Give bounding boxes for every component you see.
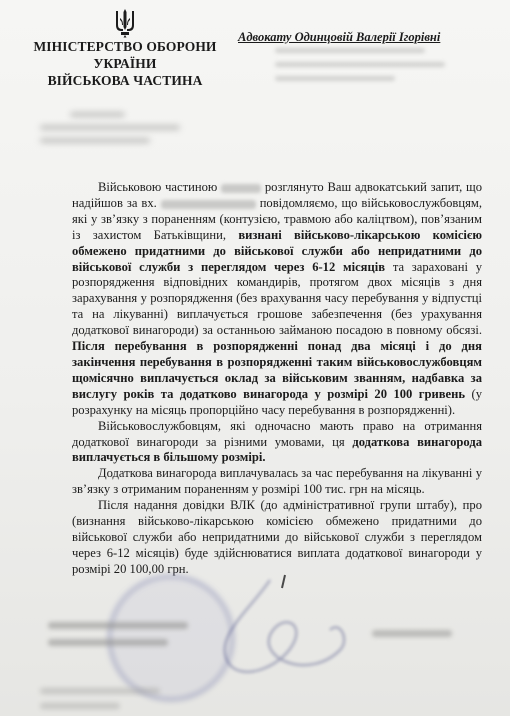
addressee: Адвокату Одинцовій Валерії Ігорівні xyxy=(238,30,441,44)
redacted-unit-number xyxy=(221,184,261,193)
p2-text-a: Військовослужбовцям, які одночасно мають право на отримання додаткової винагороди за різними умовами, ця xyxy=(72,418,482,449)
redacted-outgoing-number xyxy=(40,112,180,151)
redacted-incoming-number xyxy=(161,200,256,209)
ministry-name-line1: МІНІСТЕРСТВО ОБОРОНИ xyxy=(33,39,217,54)
redacted-signatory-name xyxy=(372,630,452,637)
paragraph-3: Додаткова винагорода виплачувалась за час перебування на лікуванні у зв’язку з отриманим пораненням у розмірі 100 тис. грн на місяць. xyxy=(72,466,482,497)
redacted-signatory-title xyxy=(48,622,198,656)
signature-icon xyxy=(190,570,380,690)
p1-text-c: повідомляємо, що військовослужбовцям, які у зв’язку з пораненням (контузією, травмою або каліцтвом), пов’язаним із захистом Батьківщини, xyxy=(72,195,482,242)
ministry-name-line2: УКРАЇНИ xyxy=(93,56,157,71)
p1-bold-payment: Після перебування в розпорядженні понад два місяці і до дня закінчення перебування в розпорядженні таким військовослужбовцям щомісячно виплачується оклад за військовим званням, надбавка за вислугу років та додатково винагорода у розмірі 20 100 гривень xyxy=(72,339,482,401)
p1-bold-vlk: визнані військово-лікарською комісією обмежено придатними до військової служби або непридатними до військової служби з переглядом через 6-12 місяців xyxy=(72,227,482,274)
paragraph-1 xyxy=(72,180,482,419)
military-unit-line: ВІЙСЬКОВА ЧАСТИНА xyxy=(47,73,203,88)
p1-text-a: Військовою частиною xyxy=(98,180,218,194)
p1-text-d: та зараховані у розпорядження відповідних командирів, протягом двох місяців з дня зарахування у розпорядження (без врахування часу перебування у відпустці та на лікуванні) виплачується грошове забезпечення (без урахування додаткової винагороди) за останньою займаною посадою в повному обсязі. xyxy=(72,259,483,338)
paragraph-2 xyxy=(72,419,482,467)
redacted-address-block xyxy=(275,48,445,90)
letter-body xyxy=(72,180,482,578)
signature-area xyxy=(0,570,510,716)
p1-text-b: розглянуто Ваш адвокатський запит, що надійшов за вх. xyxy=(72,180,482,210)
p1-text-e: (у розрахунку на місяць пропорційно часу перебування в розпорядженні). xyxy=(72,386,482,417)
trident-emblem-icon xyxy=(114,8,136,38)
p2-bold: додаткова винагорода виплачується в більшому розмірі. xyxy=(72,434,482,465)
paragraph-4: Після надання довідки ВЛК (до адміністративної групи штабу), про (визнання військово-лікарською комісією обмежено придатними до військової служби або непридатними до військової служби з переглядом через 6-12 місяців) буде здійснюватися виплата додаткової винагороди у розмірі 20 100,00 грн. xyxy=(72,498,482,576)
redacted-footer xyxy=(40,688,160,716)
letterhead xyxy=(20,8,230,89)
